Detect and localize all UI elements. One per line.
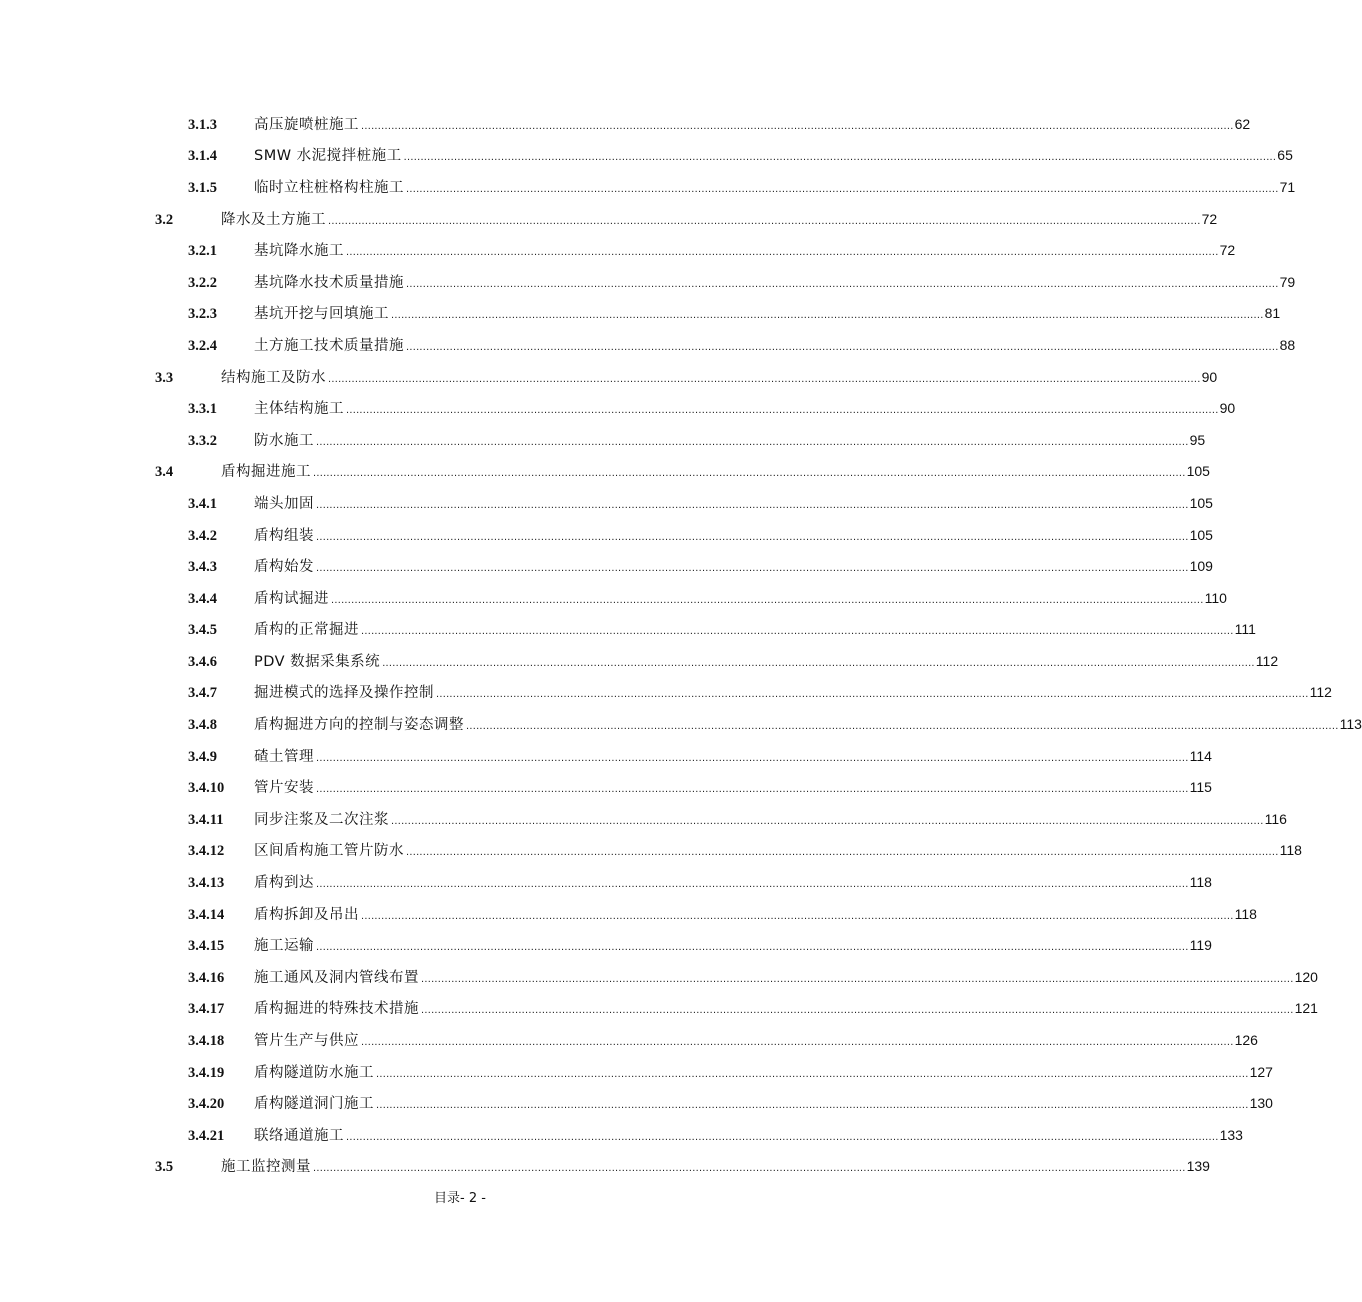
toc-entry-title: 结构施工及防水 [221, 369, 326, 386]
toc-entry[interactable] [0, 867, 1212, 899]
toc-entry-line [254, 1125, 1243, 1147]
toc-entry-number: 3.4.1 [188, 495, 217, 512]
toc-entry-number: 3.4 [155, 464, 174, 481]
toc-entry-number: 3.4.12 [188, 843, 225, 860]
dot-leader: .................................................................................................................................................................................................................................................................... [346, 404, 1219, 417]
toc-entry-page-number: 118 [1189, 874, 1212, 891]
toc-entry-page-number: 127 [1249, 1063, 1273, 1080]
toc-entry-number: 3.2.4 [188, 337, 217, 354]
toc-entry[interactable] [0, 488, 1213, 520]
toc-entry-number: 3.4.8 [188, 717, 217, 734]
toc-entry-page-number: 126 [1234, 1032, 1258, 1049]
toc-entry-number: 3.4.3 [188, 559, 217, 576]
toc-entry-page-number: 88 [1279, 336, 1296, 353]
toc-entry-line [254, 682, 1332, 704]
toc-entry-page-number: 116 [1264, 810, 1287, 827]
toc-entry-title: 盾构试掘进 [254, 590, 329, 607]
toc-entry-title: 土方施工技术质量措施 [254, 337, 404, 354]
toc-entry[interactable] [0, 994, 1318, 1026]
toc-entry-number: 3.1.4 [188, 148, 217, 165]
toc-entry-line [254, 651, 1279, 673]
toc-entry-title: 端头加固 [254, 495, 314, 512]
toc-entry[interactable] [0, 1025, 1258, 1057]
dot-leader: .................................................................................................................................................................................................................................................................... [406, 340, 1279, 353]
toc-entry-page-number: 118 [1234, 905, 1257, 922]
toc-entry-page-number: 95 [1189, 431, 1206, 448]
toc-entry[interactable] [0, 235, 1236, 267]
toc-entry-line [254, 114, 1251, 136]
toc-entry-page-number: 71 [1279, 178, 1296, 195]
toc-entry-line [254, 619, 1256, 641]
dot-leader: .................................................................................................................................................................................................................................................................... [316, 751, 1189, 764]
dot-leader: .................................................................................................................................................................................................................................................................... [316, 783, 1189, 796]
dot-leader: .................................................................................................................................................................................................................................................................... [406, 182, 1279, 195]
toc-entry-line [254, 145, 1293, 167]
dot-leader: .................................................................................................................................................................................................................................................................... [316, 878, 1189, 891]
toc-entry[interactable] [0, 425, 1206, 457]
toc-entry[interactable] [0, 615, 1256, 647]
toc-entry-number: 3.4.18 [188, 1033, 225, 1050]
dot-leader: .................................................................................................................................................................................................................................................................... [436, 688, 1309, 701]
dot-leader: .................................................................................................................................................................................................................................................................... [361, 119, 1234, 132]
toc-entry-title: 临时立柱桩格构柱施工 [254, 179, 404, 196]
toc-entry-line [221, 461, 1210, 483]
toc-entry[interactable] [0, 646, 1279, 678]
dot-leader: .................................................................................................................................................................................................................................................................... [316, 562, 1189, 575]
dot-leader: .................................................................................................................................................................................................................................................................... [406, 846, 1279, 859]
toc-entry-title: 管片生产与供应 [254, 1033, 359, 1050]
dot-leader: .................................................................................................................................................................................................................................................................... [406, 277, 1279, 290]
toc-entry-title: 同步注浆及二次注浆 [254, 811, 389, 828]
toc-entry-line [254, 777, 1212, 799]
toc-entry-page-number: 133 [1219, 1126, 1243, 1143]
toc-entry-page-number: 119 [1189, 937, 1212, 954]
toc-entry-line [254, 714, 1362, 736]
toc-entry-line [254, 1030, 1258, 1052]
toc-entry[interactable] [0, 267, 1296, 299]
dot-leader: .................................................................................................................................................................................................................................................................... [391, 309, 1264, 322]
toc-entry-page-number: 113 [1339, 716, 1362, 733]
toc-entry-title: 盾构到达 [254, 875, 314, 892]
toc-entry[interactable] [0, 330, 1296, 362]
toc-entry-title: 掘进模式的选择及操作控制 [254, 685, 434, 702]
toc-entry-title: 盾构始发 [254, 559, 314, 576]
toc-entry-page-number: 65 [1277, 147, 1293, 164]
toc-entry-number: 3.3 [155, 369, 174, 386]
toc-entry-line [254, 1093, 1273, 1115]
toc-entry[interactable] [0, 520, 1213, 552]
toc-entry-number: 3.2 [155, 211, 174, 228]
toc-entry-title: 管片安装 [254, 780, 314, 797]
dot-leader: .................................................................................................................................................................................................................................................................... [382, 656, 1255, 669]
toc-entry-page-number: 79 [1279, 273, 1296, 290]
toc-entry-number: 3.4.16 [188, 969, 225, 986]
toc-entry-line [254, 935, 1212, 957]
toc-entry-title: 施工通风及洞内管线布置 [254, 969, 419, 986]
toc-entry-line [254, 335, 1296, 357]
dot-leader: .................................................................................................................................................................................................................................................................... [421, 1004, 1294, 1017]
dot-leader: .................................................................................................................................................................................................................................................................... [376, 1067, 1249, 1080]
toc-entry-title: 盾构掘进施工 [221, 464, 311, 481]
toc-entry-title: 碴土管理 [254, 748, 314, 765]
toc-entry-line [254, 904, 1257, 926]
toc-entry-title: 盾构组装 [254, 527, 314, 544]
toc-entry-line [254, 177, 1296, 199]
toc-entry-line [254, 493, 1213, 515]
toc-entry-title: 高压旋喷桩施工 [254, 116, 359, 133]
toc-entry-page-number: 139 [1186, 1158, 1210, 1175]
toc-entry-title: 盾构掘进的特殊技术措施 [254, 1001, 419, 1018]
dot-leader: .................................................................................................................................................................................................................................................................... [346, 1130, 1219, 1143]
toc-entry[interactable] [0, 172, 1296, 204]
toc-entry[interactable] [0, 741, 1212, 773]
toc-entry-title: 基坑开挖与回填施工 [254, 306, 389, 323]
toc-entry-title: 盾构掘进方向的控制与姿态调整 [254, 717, 464, 734]
toc-entry-number: 3.4.14 [188, 906, 225, 923]
toc-entry[interactable] [0, 362, 1218, 394]
toc-entry[interactable] [0, 299, 1281, 331]
toc-entry-page-number: 105 [1189, 494, 1213, 511]
toc-entry[interactable] [0, 930, 1212, 962]
toc-entry-line [254, 746, 1212, 768]
toc-entry-line [254, 240, 1236, 262]
dot-leader: .................................................................................................................................................................................................................................................................... [403, 151, 1277, 164]
toc-entry-title: 基坑降水施工 [254, 243, 344, 260]
toc-entry-number: 3.1.3 [188, 116, 217, 133]
dot-leader: .................................................................................................................................................................................................................................................................... [391, 814, 1264, 827]
toc-entry-line [254, 556, 1213, 578]
toc-entry-line [254, 272, 1296, 294]
toc-entry-title: 盾构隧道防水施工 [254, 1064, 374, 1081]
toc-entry[interactable] [0, 1152, 1210, 1184]
toc-entry-number: 3.4.10 [188, 780, 225, 797]
toc-entry-number: 3.4.13 [188, 875, 225, 892]
toc-entry-number: 3.4.17 [188, 1001, 225, 1018]
toc-entry-page-number: 90 [1201, 368, 1218, 385]
toc-entry-line [254, 525, 1213, 547]
toc-entry-page-number: 72 [1201, 210, 1218, 227]
dot-leader: .................................................................................................................................................................................................................................................................... [421, 972, 1294, 985]
dot-leader: .................................................................................................................................................................................................................................................................... [313, 1162, 1186, 1175]
toc-entry[interactable] [0, 836, 1302, 868]
toc-entry-line [254, 872, 1212, 894]
toc-entry[interactable] [0, 1057, 1273, 1089]
toc-entry-line [254, 998, 1318, 1020]
toc-entry-number: 3.4.7 [188, 685, 217, 702]
toc-entry-number: 3.2.1 [188, 243, 217, 260]
toc-entry[interactable] [0, 109, 1251, 141]
toc-entry-number: 3.4.11 [188, 811, 224, 828]
toc-entry[interactable] [0, 899, 1257, 931]
toc-entry-number: 3.1.5 [188, 179, 217, 196]
toc-entry-line [221, 367, 1218, 389]
toc-entry-title: 主体结构施工 [254, 401, 344, 418]
toc-entry-title: PDV 数据采集系统 [254, 653, 381, 670]
toc-entry-line [254, 809, 1287, 831]
toc-entry-number: 3.3.2 [188, 432, 217, 449]
toc-entry-page-number: 114 [1189, 747, 1212, 764]
toc-entry-page-number: 109 [1189, 558, 1213, 575]
toc-entry-title: 盾构的正常掘进 [254, 622, 359, 639]
toc-entry-title: 基坑降水技术质量措施 [254, 274, 404, 291]
toc-entry-title: 盾构拆卸及吊出 [254, 906, 359, 923]
toc-entry-line [254, 588, 1227, 610]
toc-entry-title: SMW 水泥搅拌桩施工 [254, 148, 402, 165]
toc-entry-number: 3.2.2 [188, 274, 217, 291]
toc-entry-number: 3.4.21 [188, 1127, 225, 1144]
toc-entry[interactable] [0, 583, 1227, 615]
toc-entry-title: 降水及土方施工 [221, 211, 326, 228]
toc-entry-number: 3.5 [155, 1159, 174, 1176]
toc-entry-page-number: 81 [1264, 305, 1281, 322]
toc-entry-page-number: 112 [1309, 684, 1332, 701]
toc-entry-number: 3.4.20 [188, 1096, 225, 1113]
toc-entry-line [254, 967, 1318, 989]
dot-leader: .................................................................................................................................................................................................................................................................... [328, 214, 1201, 227]
toc-entry[interactable] [0, 1120, 1243, 1152]
toc-entry-page-number: 115 [1189, 779, 1212, 796]
toc-entry-line [221, 209, 1218, 231]
toc-entry-line [254, 430, 1206, 452]
dot-leader: .................................................................................................................................................................................................................................................................... [361, 625, 1234, 638]
toc-entry-title: 联络通道施工 [254, 1127, 344, 1144]
page-footer: 目录- 2 - [434, 1191, 486, 1206]
toc-entry[interactable] [0, 393, 1236, 425]
toc-entry-number: 3.4.6 [188, 653, 217, 670]
toc-entry[interactable] [0, 772, 1212, 804]
dot-leader: .................................................................................................................................................................................................................................................................... [466, 720, 1339, 733]
dot-leader: .................................................................................................................................................................................................................................................................... [331, 593, 1204, 606]
toc-entry-line [221, 1156, 1210, 1178]
toc-entry-page-number: 62 [1234, 115, 1251, 132]
dot-leader: .................................................................................................................................................................................................................................................................... [376, 1099, 1249, 1112]
toc-entry-page-number: 105 [1189, 526, 1213, 543]
toc-entry-number: 3.4.15 [188, 938, 225, 955]
toc-entry-page-number: 118 [1279, 842, 1302, 859]
toc-entry[interactable] [0, 678, 1332, 710]
dot-leader: .................................................................................................................................................................................................................................................................... [316, 941, 1189, 954]
toc-entry-title: 施工监控测量 [221, 1159, 311, 1176]
toc-entry[interactable] [0, 1088, 1273, 1120]
toc-entry-line [254, 840, 1302, 862]
toc-entry-line [254, 398, 1236, 420]
dot-leader: .................................................................................................................................................................................................................................................................... [313, 467, 1186, 480]
toc-entry[interactable] [0, 141, 1293, 173]
dot-leader: .................................................................................................................................................................................................................................................................... [361, 1036, 1234, 1049]
toc-entry[interactable] [0, 204, 1218, 236]
toc-entry-number: 3.4.19 [188, 1064, 225, 1081]
toc-entry-page-number: 105 [1186, 463, 1210, 480]
toc-entry-page-number: 111 [1234, 621, 1256, 638]
dot-leader: .................................................................................................................................................................................................................................................................... [316, 435, 1189, 448]
toc-entry-page-number: 120 [1294, 968, 1318, 985]
toc-entry-title: 防水施工 [254, 432, 314, 449]
toc-entry-page-number: 130 [1249, 1095, 1273, 1112]
toc-entry[interactable] [0, 709, 1362, 741]
dot-leader: .................................................................................................................................................................................................................................................................... [316, 530, 1189, 543]
toc-entry[interactable] [0, 962, 1318, 994]
toc-entry-number: 3.3.1 [188, 401, 217, 418]
toc-entry[interactable] [0, 804, 1287, 836]
toc-entry[interactable] [0, 551, 1213, 583]
dot-leader: .................................................................................................................................................................................................................................................................... [361, 909, 1234, 922]
toc-entry-page-number: 72 [1219, 242, 1236, 259]
dot-leader: .................................................................................................................................................................................................................................................................... [316, 498, 1189, 511]
dot-leader: .................................................................................................................................................................................................................................................................... [328, 372, 1201, 385]
toc-entry-title: 盾构隧道洞门施工 [254, 1096, 374, 1113]
toc-entry-title: 区间盾构施工管片防水 [254, 843, 404, 860]
toc-entry-page-number: 121 [1294, 1000, 1318, 1017]
toc-entry-number: 3.4.2 [188, 527, 217, 544]
toc-entry-line [254, 303, 1281, 325]
toc-entry-page-number: 90 [1219, 400, 1236, 417]
toc-entry-number: 3.4.5 [188, 622, 217, 639]
toc-entry[interactable] [0, 457, 1210, 489]
table-of-contents [0, 109, 1362, 1183]
dot-leader: .................................................................................................................................................................................................................................................................... [346, 246, 1219, 259]
toc-entry-line [254, 1062, 1273, 1084]
toc-entry-title: 施工运输 [254, 938, 314, 955]
toc-entry-page-number: 112 [1255, 652, 1279, 669]
toc-entry-number: 3.4.4 [188, 590, 217, 607]
toc-entry-page-number: 110 [1204, 589, 1227, 606]
toc-entry-number: 3.4.9 [188, 748, 217, 765]
toc-entry-number: 3.2.3 [188, 306, 217, 323]
